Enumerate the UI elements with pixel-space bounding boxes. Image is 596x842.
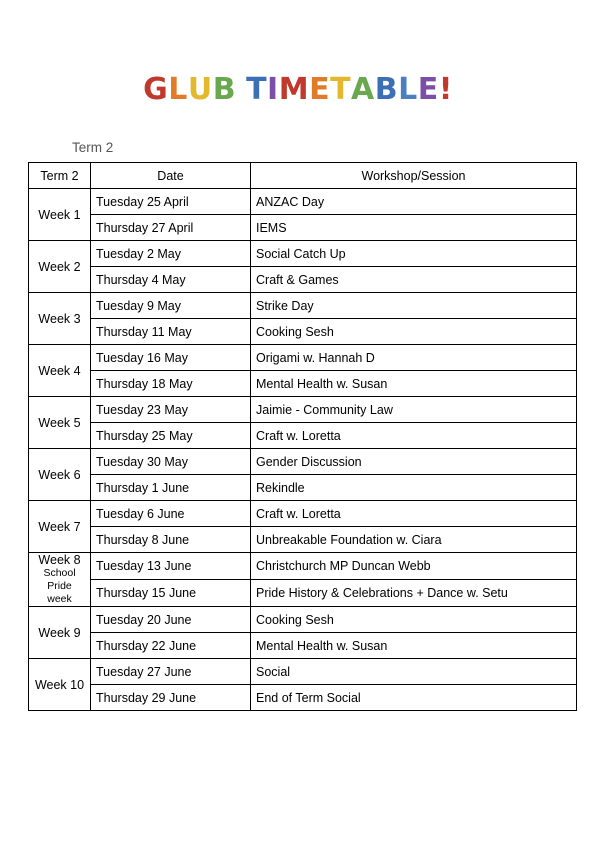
week-label: Week 4 (38, 363, 81, 378)
session-cell: Jaimie - Community Law (251, 397, 577, 423)
date-cell: Thursday 25 May (91, 423, 251, 449)
table-row (29, 267, 577, 293)
header-date: Date (91, 163, 251, 189)
session-cell: Craft w. Loretta (251, 423, 577, 449)
week-cell (29, 659, 91, 711)
date-cell: Thursday 18 May (91, 371, 251, 397)
title-letter: ! (438, 72, 453, 107)
date-cell: Tuesday 2 May (91, 241, 251, 267)
week-cell (29, 553, 91, 607)
week-cell (29, 189, 91, 241)
week-label: Week 6 (38, 467, 81, 482)
title-letter: L (398, 72, 418, 107)
session-cell: Social (251, 659, 577, 685)
term-label: Term 2 (72, 140, 114, 155)
week-cell (29, 397, 91, 449)
date-cell: Tuesday 20 June (91, 607, 251, 633)
date-cell: Thursday 1 June (91, 475, 251, 501)
date-cell: Thursday 15 June (91, 580, 251, 607)
header-row (29, 163, 577, 189)
title-letter: T (246, 72, 268, 107)
table-row (29, 189, 577, 215)
session-cell: Craft & Games (251, 267, 577, 293)
week-cell (29, 293, 91, 345)
date-cell: Tuesday 9 May (91, 293, 251, 319)
table-row (29, 319, 577, 345)
week-label: Week 10 (34, 677, 85, 692)
table-row (29, 449, 577, 475)
date-cell: Tuesday 27 June (91, 659, 251, 685)
title-letter: B (212, 72, 237, 107)
table-row (29, 553, 577, 580)
header-term: Term 2 (29, 163, 91, 189)
week-cell (29, 241, 91, 293)
table-row (29, 580, 577, 607)
session-cell: IEMS (251, 215, 577, 241)
table-row (29, 607, 577, 633)
date-cell: Thursday 11 May (91, 319, 251, 345)
table-row (29, 501, 577, 527)
week-cell (29, 449, 91, 501)
title-letter: E (309, 72, 331, 107)
week-label: Week 8 (38, 553, 81, 567)
table-row (29, 371, 577, 397)
session-cell: Cooking Sesh (251, 319, 577, 345)
title-letter: M (278, 72, 310, 107)
session-cell: Gender Discussion (251, 449, 577, 475)
title-letter: I (267, 72, 279, 107)
week-label: Week 3 (38, 311, 81, 326)
table-row (29, 423, 577, 449)
date-cell: Thursday 8 June (91, 527, 251, 553)
table-row (29, 215, 577, 241)
date-cell: Thursday 27 April (91, 215, 251, 241)
date-cell: Tuesday 25 April (91, 189, 251, 215)
date-cell: Tuesday 6 June (91, 501, 251, 527)
timetable (28, 162, 577, 711)
session-cell: ANZAC Day (251, 189, 577, 215)
week-label: Week 7 (38, 519, 81, 534)
date-cell: Tuesday 30 May (91, 449, 251, 475)
week-label: Week 1 (38, 207, 81, 222)
week-label: Week 9 (38, 625, 81, 640)
title-letter: T (330, 72, 352, 107)
session-cell: Craft w. Loretta (251, 501, 577, 527)
table-row (29, 475, 577, 501)
session-cell: Mental Health w. Susan (251, 371, 577, 397)
title-letter: A (351, 72, 375, 107)
date-cell: Tuesday 23 May (91, 397, 251, 423)
week-note: School Pride week (43, 567, 76, 605)
session-cell: Cooking Sesh (251, 607, 577, 633)
date-cell: Tuesday 13 June (91, 553, 251, 580)
table-row (29, 685, 577, 711)
session-cell: Christchurch MP Duncan Webb (251, 553, 577, 580)
table-row (29, 633, 577, 659)
table-row (29, 293, 577, 319)
table-row (29, 345, 577, 371)
date-cell: Thursday 29 June (91, 685, 251, 711)
session-cell: Strike Day (251, 293, 577, 319)
session-cell: Unbreakable Foundation w. Ciara (251, 527, 577, 553)
table-row (29, 397, 577, 423)
week-label: Week 5 (38, 415, 81, 430)
week-cell (29, 607, 91, 659)
title-letter: E (417, 72, 439, 107)
header-session: Workshop/Session (251, 163, 577, 189)
session-cell: Social Catch Up (251, 241, 577, 267)
page-title (0, 72, 596, 107)
week-label: Week 2 (38, 259, 81, 274)
title-letter: B (374, 72, 399, 107)
date-cell: Thursday 22 June (91, 633, 251, 659)
week-cell (29, 501, 91, 553)
title-letter: U (187, 72, 213, 107)
session-cell: Mental Health w. Susan (251, 633, 577, 659)
table-row (29, 659, 577, 685)
session-cell: Pride History & Celebrations + Dance w. Setu (251, 580, 577, 607)
week-cell (29, 345, 91, 397)
session-cell: End of Term Social (251, 685, 577, 711)
date-cell: Tuesday 16 May (91, 345, 251, 371)
session-cell: Origami w. Hannah D (251, 345, 577, 371)
table-row (29, 241, 577, 267)
session-cell: Rekindle (251, 475, 577, 501)
title-letter: G (143, 72, 169, 107)
date-cell: Thursday 4 May (91, 267, 251, 293)
table-row (29, 527, 577, 553)
title-letter: L (168, 72, 188, 107)
